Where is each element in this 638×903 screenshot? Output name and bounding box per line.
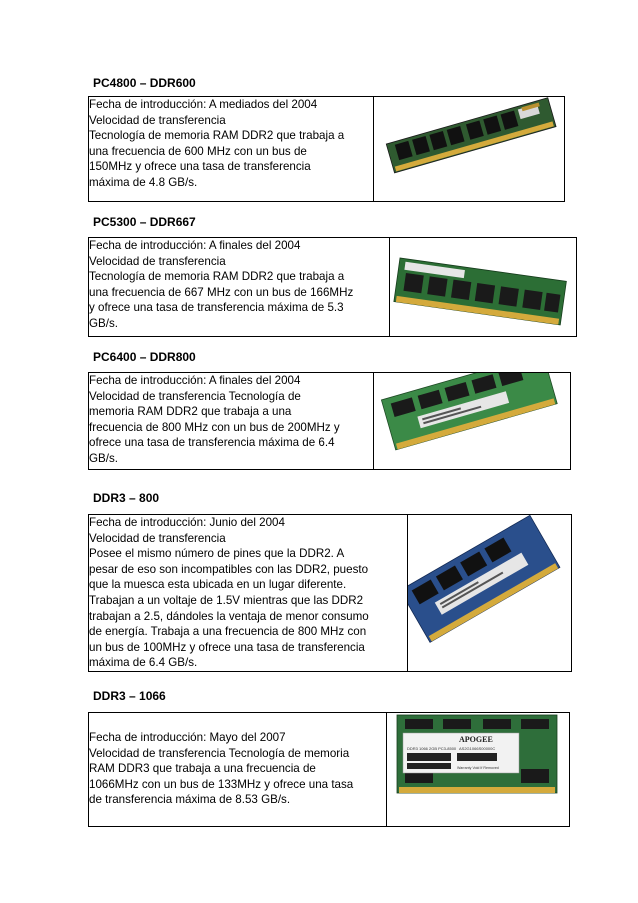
- ram-module-image-pc5300: [390, 238, 577, 337]
- section-heading-ddr3-800: DDR3 – 800: [93, 491, 160, 505]
- section-heading-pc4800: PC4800 – DDR600: [93, 76, 196, 90]
- spec-table-pc6400: [88, 372, 571, 470]
- ram-module-image-pc6400: [374, 373, 571, 470]
- spec-table-pc4800: [88, 96, 565, 202]
- spec-table-ddr3-800: [88, 514, 572, 672]
- ram-module-image-ddr3-1066: [387, 713, 570, 827]
- module-label-line2: AS2G1066S00000C: [459, 746, 496, 751]
- section-heading-pc5300: PC5300 – DDR667: [93, 215, 196, 229]
- spec-text: Fecha de introducción: Mayo del 2007 Velocidad de transferencia Tecnología de memoria RAM DDR3 que trabaja a una frecuencia de 1066MHz con un bus de 133MHz y ofrece una tasa de transferencia máxima de 8.53 GB/s.: [89, 713, 387, 827]
- module-brand-text: APOGEE: [459, 735, 493, 744]
- module-label-line3: Warranty Void If Removed: [457, 766, 499, 770]
- module-label-line1: DDR3 1066 2GB PC3-8500: [407, 746, 457, 751]
- ram-module-image-ddr3-800: [408, 515, 572, 672]
- spec-text: Fecha de introducción: A mediados del 2004 Velocidad de transferencia Tecnología de memoria RAM DDR2 que trabaja a una frecuencia de 600 MHz con un bus de 150MHz y ofrece una tasa de transferencia máxima de 4.8 GB/s.: [89, 97, 374, 202]
- section-heading-pc6400: PC6400 – DDR800: [93, 350, 196, 364]
- section-heading-ddr3-1066: DDR3 – 1066: [93, 689, 166, 703]
- spec-text: Fecha de introducción: Junio del 2004 Velocidad de transferencia Posee el mismo número de pines que la DDR2. A pesar de eso son incompatibles con las DDR2, puesto que la muesca esta ubicada en un lugar diferente. Trabajan a un voltaje de 1.5V mientras que las DDR2 trabajan a 2.5, dándoles la ventaja de menor consumo de energía. Trabaja a una frecuencia de 800 MHz con un bus de 100MHz y ofrece una tasa de transferencia máxima de 6.4 GB/s.: [89, 515, 408, 672]
- spec-table-ddr3-1066: [88, 712, 570, 827]
- spec-table-pc5300: [88, 237, 577, 337]
- spec-text: Fecha de introducción: A finales del 2004 Velocidad de transferencia Tecnología de memoria RAM DDR2 que trabaja a una frecuencia de 800 MHz con un bus de 200MHz y ofrece una tasa de transferencia máxima de 6.4 GB/s.: [89, 373, 374, 470]
- spec-text: Fecha de introducción: A finales del 2004 Velocidad de transferencia Tecnología de memoria RAM DDR2 que trabaja a una frecuencia de 667 MHz con un bus de 166MHz y ofrece una tasa de transferencia máxima de 5.3 GB/s.: [89, 238, 390, 337]
- ram-module-image-pc4800: [374, 97, 565, 202]
